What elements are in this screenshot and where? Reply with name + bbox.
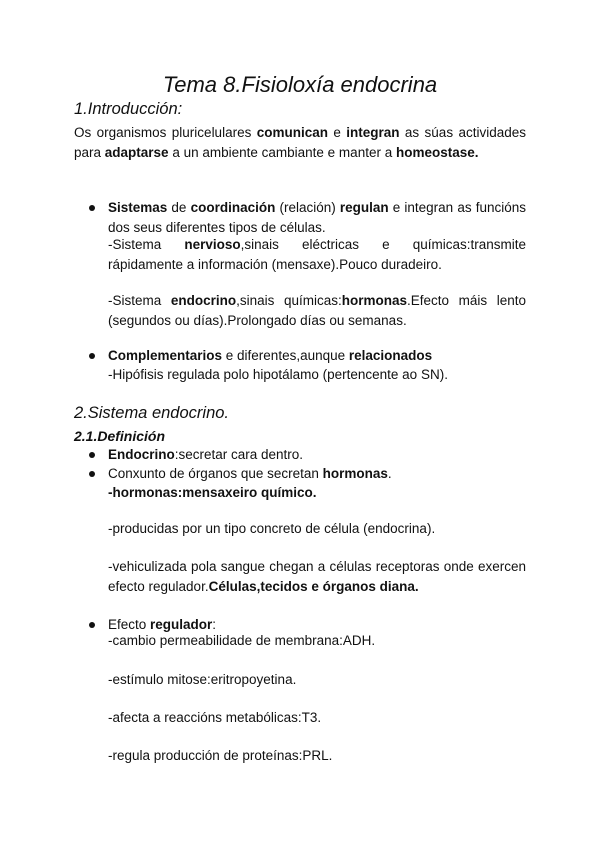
bullet-conxunto: Conxunto de órganos que secretan hormonas. — [108, 466, 392, 481]
section-2-heading: 2.Sistema endocrino. — [74, 404, 230, 422]
bullet-complementarios: Complementarios e diferentes,aunque relacionados — [108, 348, 433, 363]
bullet-icon — [89, 353, 95, 359]
regulador-item-mitose: -estímulo mitose:eritropoyetina. — [108, 672, 297, 687]
bullet-icon — [89, 471, 95, 477]
hormonas-definition: -hormonas:mensaxeiro químico. — [108, 485, 317, 500]
regulador-item-adh: -cambio permeabilidade de membrana:ADH. — [108, 633, 376, 648]
producidas-text: -producidas por un tipo concreto de célula (endocrina). — [108, 521, 436, 536]
intro-paragraph: Os organismos pluricelulares comunican e integran as súas actividades para adaptarse a un ambiente cambiante e manter a homeostase. — [74, 125, 526, 160]
subsection-definicion: 2.1.Definición — [74, 428, 166, 444]
bullet-icon — [89, 622, 95, 628]
bullet-icon — [89, 452, 95, 458]
sistema-nervioso-text: -Sistema nervioso,sinais eléctricas e químicas:transmite rápidamente a información (mensaxe).Pouco duradeiro. — [108, 237, 526, 272]
regulador-item-t3: -afecta a reaccións metabólicas:T3. — [108, 710, 322, 725]
page-title: Tema 8.Fisioloxía endocrina — [162, 72, 438, 97]
bullet-efecto-regulador: Efecto regulador: — [108, 617, 217, 632]
vehiculizada-text: -vehiculizada pola sangue chegan a células receptoras onde exercen efecto regulador.Células,tecidos e órganos diana. — [108, 559, 526, 594]
sistema-endocrino-text: -Sistema endocrino,sinais químicas:hormonas.Efecto máis lento (segundos ou días).Prolongado días ou semanas. — [108, 293, 526, 328]
hipofisis-text: -Hipófisis regulada polo hipotálamo (pertencente ao SN). — [108, 367, 448, 382]
bullet-icon — [89, 205, 95, 211]
bullet-sistemas: Sistemas de coordinación (relación) regulan e integran as funcións dos seus diferentes tipos de células. — [108, 200, 526, 235]
bullet-endocrino: Endocrino:secretar cara dentro. — [108, 447, 304, 462]
section-1-heading: 1.Introducción: — [74, 100, 183, 118]
regulador-item-prl: -regula producción de proteínas:PRL. — [108, 748, 333, 763]
